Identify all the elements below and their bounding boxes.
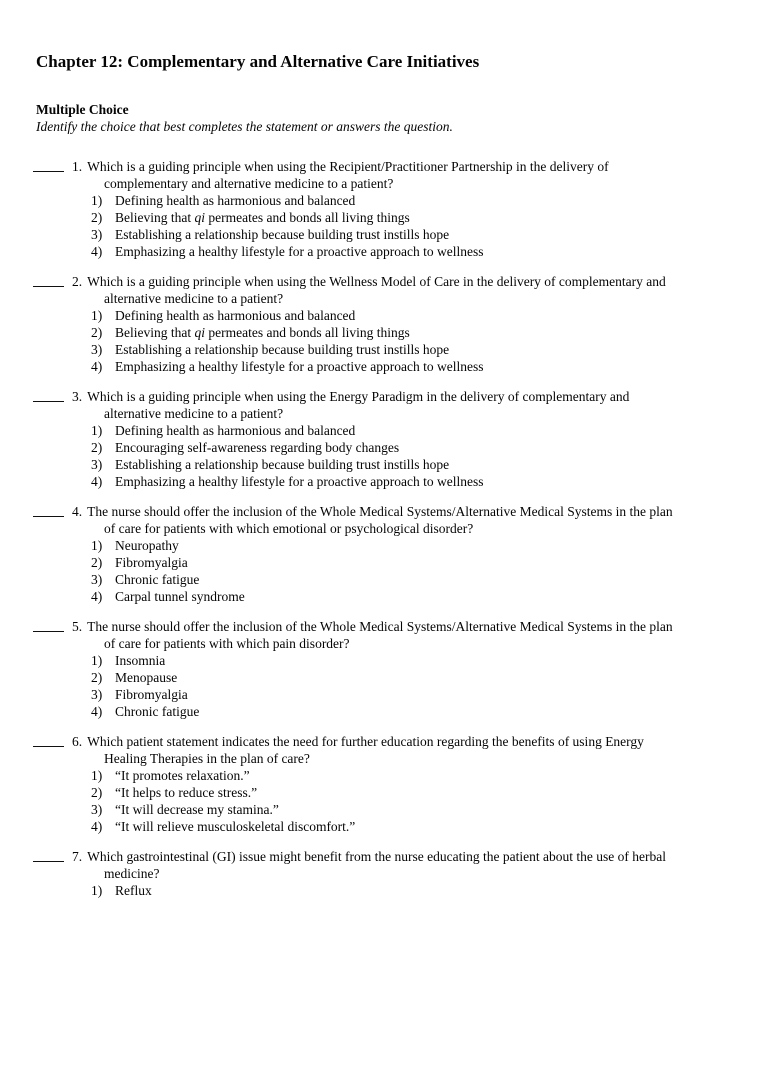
option-text: “It will relieve musculoskeletal discomfort.”	[115, 819, 356, 834]
option-number: 3)	[91, 687, 103, 702]
question-stem	[0, 618, 765, 652]
question-stem-line: medicine?	[104, 866, 160, 881]
questions-list	[0, 158, 765, 899]
option-number: 4)	[91, 359, 103, 374]
option-text: Emphasizing a healthy lifestyle for a proactive approach to wellness	[115, 244, 484, 259]
option-number: 4)	[91, 589, 103, 604]
option-number: 1)	[91, 768, 103, 783]
option-text: Reflux	[115, 883, 152, 898]
option-text: Establishing a relationship because building trust instills hope	[115, 227, 450, 242]
option-number: 2)	[91, 555, 103, 570]
option-item	[91, 358, 765, 375]
option-number: 1)	[91, 308, 103, 323]
option-item	[91, 767, 765, 784]
question-stem	[0, 273, 765, 307]
option-item	[91, 784, 765, 801]
option-item	[91, 439, 765, 456]
question-number: 3.	[72, 389, 83, 404]
page-title: Chapter 12: Complementary and Alternative Care Initiatives	[36, 52, 480, 71]
option-number: 2)	[91, 325, 103, 340]
question-text: Which gastrointestinal (GI) issue might benefit from the nurse educating the patient about the use of herbal	[87, 849, 666, 864]
answer-blank	[33, 861, 64, 862]
question-stem-line	[72, 733, 765, 750]
option-item	[91, 818, 765, 835]
option-item	[91, 473, 765, 490]
option-text: “It promotes relaxation.”	[115, 768, 250, 783]
option-number: 1)	[91, 883, 103, 898]
option-item	[91, 209, 765, 226]
question-item	[0, 503, 765, 605]
option-item	[91, 652, 765, 669]
option-text: Neuropathy	[115, 538, 179, 553]
question-text: Which is a guiding principle when using the Recipient/Practitioner Partnership in the delivery of	[87, 159, 609, 174]
option-item	[91, 226, 765, 243]
option-item	[91, 669, 765, 686]
question-number: 5.	[72, 619, 83, 634]
options-list	[0, 767, 765, 835]
options-list	[0, 537, 765, 605]
question-item	[0, 848, 765, 899]
option-number: 1)	[91, 653, 103, 668]
section-heading: Multiple Choice	[36, 102, 129, 117]
option-item	[91, 456, 765, 473]
answer-blank	[33, 286, 64, 287]
option-number: 2)	[91, 440, 103, 455]
question-text: The nurse should offer the inclusion of the Whole Medical Systems/Alternative Medical Systems in the plan	[87, 504, 673, 519]
question-stem-line: of care for patients with which pain disorder?	[104, 636, 350, 651]
option-text: Defining health as harmonious and balanced	[115, 308, 356, 323]
option-text: Defining health as harmonious and balanced	[115, 423, 356, 438]
question-stem-line: Healing Therapies in the plan of care?	[104, 751, 310, 766]
question-text: Which is a guiding principle when using the Energy Paradigm in the delivery of complementary and	[87, 389, 630, 404]
question-number: 4.	[72, 504, 83, 519]
option-number: 1)	[91, 423, 103, 438]
option-number: 3)	[91, 802, 103, 817]
question-stem	[0, 503, 765, 537]
question-stem-line: alternative medicine to a patient?	[104, 291, 284, 306]
option-text: Establishing a relationship because building trust instills hope	[115, 342, 450, 357]
option-item	[91, 882, 765, 899]
answer-blank	[33, 401, 64, 402]
question-item	[0, 733, 765, 835]
options-list	[0, 422, 765, 490]
question-number: 7.	[72, 849, 83, 864]
option-number: 3)	[91, 342, 103, 357]
question-stem	[0, 158, 765, 192]
question-text: Which is a guiding principle when using the Wellness Model of Care in the delivery of complementary and	[87, 274, 666, 289]
question-stem-line	[72, 388, 765, 405]
option-number: 4)	[91, 244, 103, 259]
question-stem-line	[72, 273, 765, 290]
question-stem-line	[72, 503, 765, 520]
option-item	[91, 571, 765, 588]
question-stem-line: of care for patients with which emotional or psychological disorder?	[104, 521, 474, 536]
option-text: Fibromyalgia	[115, 555, 188, 570]
question-text: The nurse should offer the inclusion of the Whole Medical Systems/Alternative Medical Systems in the plan	[87, 619, 673, 634]
document-page	[0, 52, 765, 1079]
question-stem-line	[72, 618, 765, 635]
option-item	[91, 588, 765, 605]
options-list	[0, 192, 765, 260]
answer-blank	[33, 516, 64, 517]
option-number: 1)	[91, 538, 103, 553]
question-stem-line: alternative medicine to a patient?	[104, 406, 284, 421]
option-item	[91, 686, 765, 703]
option-item	[91, 307, 765, 324]
question-stem-line	[72, 158, 765, 175]
option-text: “It helps to reduce stress.”	[115, 785, 258, 800]
options-list	[0, 882, 765, 899]
option-item	[91, 192, 765, 209]
answer-blank	[33, 171, 64, 172]
question-number: 1.	[72, 159, 83, 174]
option-text: Chronic fatigue	[115, 572, 200, 587]
question-stem	[0, 848, 765, 882]
option-text: Menopause	[115, 670, 178, 685]
option-item	[91, 341, 765, 358]
question-stem	[0, 733, 765, 767]
option-item	[91, 537, 765, 554]
options-list	[0, 652, 765, 720]
question-item	[0, 273, 765, 375]
option-item	[91, 801, 765, 818]
option-number: 4)	[91, 819, 103, 834]
option-number: 4)	[91, 474, 103, 489]
question-stem-line: complementary and alternative medicine to a patient?	[104, 176, 394, 191]
option-item	[91, 422, 765, 439]
option-text: Carpal tunnel syndrome	[115, 589, 245, 604]
option-item	[91, 703, 765, 720]
option-text: Encouraging self-awareness regarding body changes	[115, 440, 400, 455]
option-number: 3)	[91, 572, 103, 587]
question-stem	[0, 388, 765, 422]
option-item	[91, 554, 765, 571]
question-number: 6.	[72, 734, 83, 749]
option-text: Believing that qi permeates and bonds all living things	[115, 210, 410, 225]
question-item	[0, 618, 765, 720]
question-text: Which patient statement indicates the need for further education regarding the benefits of using Energy	[87, 734, 644, 749]
option-text: Chronic fatigue	[115, 704, 200, 719]
option-text: Defining health as harmonious and balanced	[115, 193, 356, 208]
question-number: 2.	[72, 274, 83, 289]
option-text: Emphasizing a healthy lifestyle for a proactive approach to wellness	[115, 359, 484, 374]
option-number: 2)	[91, 785, 103, 800]
option-number: 2)	[91, 670, 103, 685]
option-text: “It will decrease my stamina.”	[115, 802, 279, 817]
answer-blank	[33, 746, 64, 747]
option-number: 3)	[91, 227, 103, 242]
option-number: 4)	[91, 704, 103, 719]
question-item	[0, 158, 765, 260]
option-number: 3)	[91, 457, 103, 472]
option-item	[91, 243, 765, 260]
question-stem-line	[72, 848, 765, 865]
options-list	[0, 307, 765, 375]
question-item	[0, 388, 765, 490]
option-text: Insomnia	[115, 653, 166, 668]
option-text: Emphasizing a healthy lifestyle for a proactive approach to wellness	[115, 474, 484, 489]
option-number: 1)	[91, 193, 103, 208]
option-text: Fibromyalgia	[115, 687, 188, 702]
option-text: Establishing a relationship because building trust instills hope	[115, 457, 450, 472]
section-instruction: Identify the choice that best completes the statement or answers the question.	[36, 119, 453, 134]
option-item	[91, 324, 765, 341]
option-number: 2)	[91, 210, 103, 225]
option-text: Believing that qi permeates and bonds all living things	[115, 325, 410, 340]
answer-blank	[33, 631, 64, 632]
